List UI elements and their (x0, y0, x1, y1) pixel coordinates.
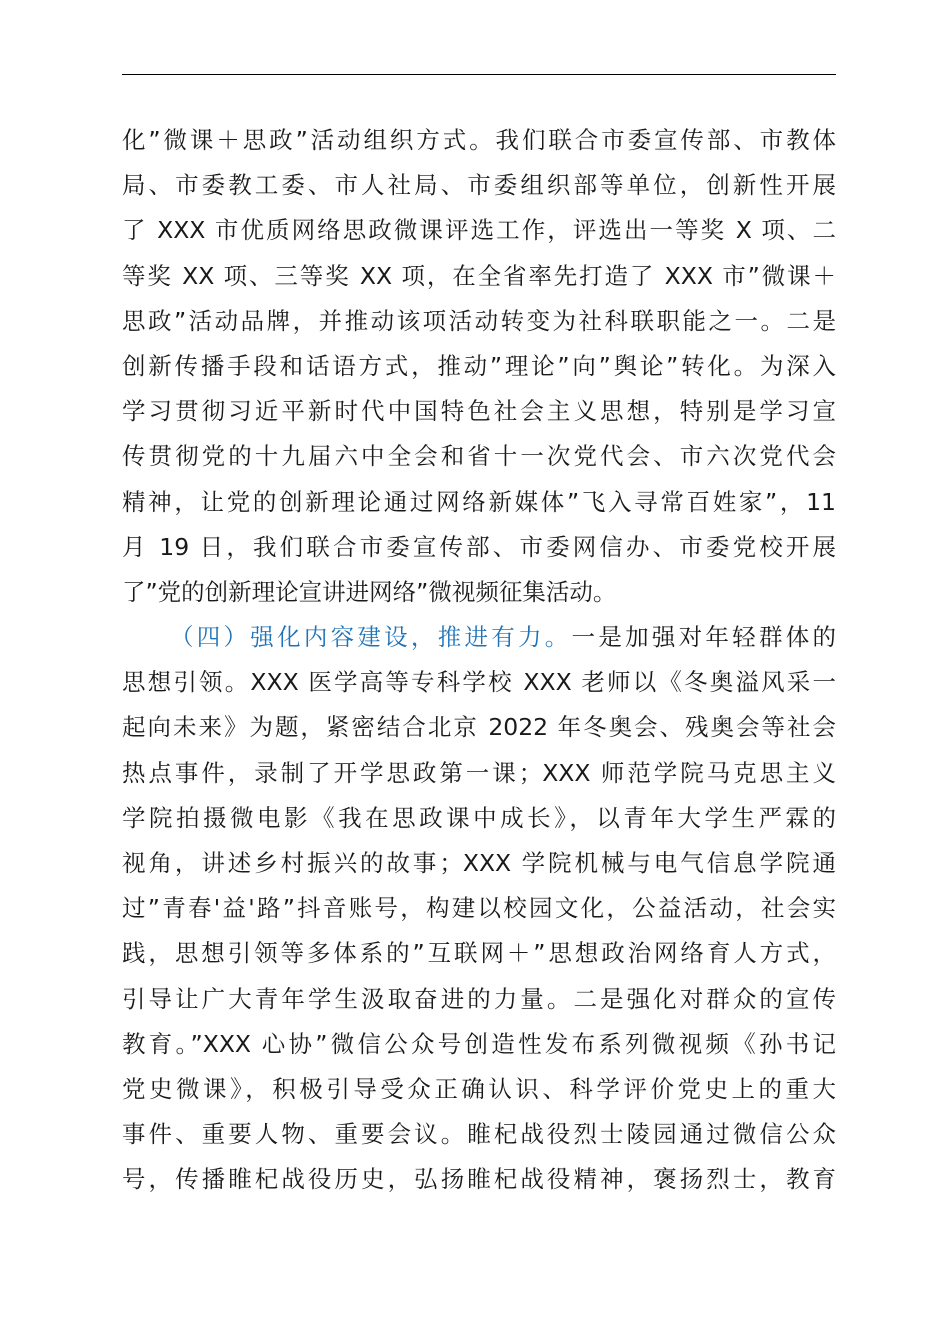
text-line: 号，传播睢杞战役历史，弘扬睢杞战役精神，褒扬烈士，教育 (122, 1165, 836, 1194)
text-line: 传贯彻党的十九届六中全会和省十一次党代会、市六次党代会 (122, 442, 836, 471)
text-line: 起向未来》为题，紧密结合北京 2022 年冬奥会、残奥会等社会 (122, 713, 836, 742)
text-line: 学习贯彻习近平新时代中国特色社会主义思想，特别是学习宣 (122, 397, 836, 426)
text-line: 了 XXX 市优质网络思政微课评选工作，评选出一等奖 X 项、二 (122, 216, 836, 245)
header-rule (122, 74, 836, 75)
text-line: 思想引领。XXX 医学高等专科学校 XXX 老师以《冬奥溢风采一 (122, 668, 836, 697)
document-body (122, 118, 836, 1203)
text-line: 局、市委教工委、市人社局、市委组织部等单位，创新性开展 (122, 171, 836, 200)
text-line: 思政”活动品牌，并推动该项活动转变为社科联职能之一。二是 (122, 306, 836, 335)
text-line: 热点事件，录制了开学思政第一课；XXX 师范学院马克思主义 (122, 758, 836, 787)
text-line: 过”青春'益'路”抖音账号，构建以校园文化，公益活动，社会实 (122, 894, 836, 923)
text-line: 学院拍摄微电影《我在思政课中成长》，以青年大学生严霖的 (122, 803, 836, 832)
section-heading: （四）强化内容建设，推进有力。 (170, 623, 572, 652)
text-line: 精神，让党的创新理论通过网络新媒体”飞入寻常百姓家”，11 (122, 487, 836, 516)
text-line-with-heading (122, 615, 836, 660)
text-line: 视角，讲述乡村振兴的故事；XXX 学院机械与电气信息学院通 (122, 849, 836, 877)
text-line: 引导让广大青年学生汲取奋进的力量。二是强化对群众的宣传 (122, 984, 836, 1013)
paragraph-2 (122, 615, 836, 1202)
text-line: 践，思想引领等多体系的”互联网＋”思想政治网络育人方式， (122, 939, 836, 968)
text-line: 创新传播手段和话语方式，推动”理论”向”舆论”转化。为深入 (122, 351, 836, 380)
text-line: 事件、重要人物、重要会议。睢杞战役烈士陵园通过微信公众 (122, 1120, 836, 1149)
text-line: 化”微课＋思政”活动组织方式。我们联合市委宣传部、市教体 (122, 126, 836, 154)
text-line: 等奖 XX 项、三等奖 XX 项，在全省率先打造了 XXX 市”微课＋ (122, 261, 836, 290)
text-line: 月 19 日，我们联合市委宣传部、市委网信办、市委党校开展 (122, 532, 836, 561)
paragraph-1 (122, 118, 836, 615)
text-line: 教育。”XXX 心协”微信公众号创造性发布系列微视频《孙书记 (122, 1029, 836, 1058)
text-line: 党史微课》，积极引导受众正确认识、科学评价党史上的重大 (122, 1074, 836, 1103)
heading-line-rest: 一是加强对年轻群体的 (571, 623, 836, 652)
text-line: 了”党的创新理论宣讲进网络”微视频征集活动。 (122, 577, 617, 606)
